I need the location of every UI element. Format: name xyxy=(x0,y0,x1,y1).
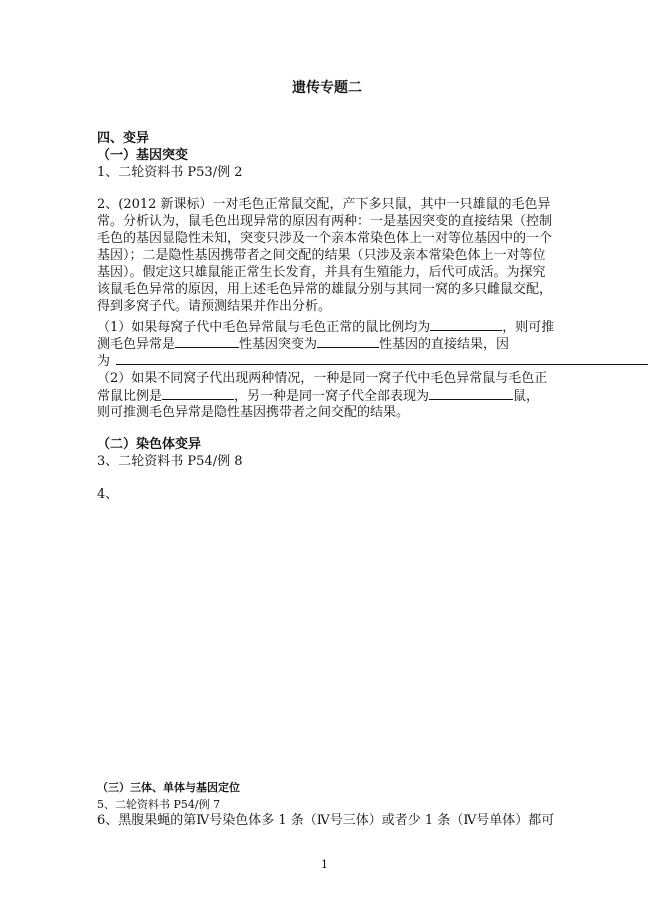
question-2-part-2-line-2 xyxy=(97,387,539,405)
question-2-line-6: 该鼠毛色异常的原因，用上述毛色异常的雄鼠分别与其同一窝的多只雌鼠交配， xyxy=(97,282,553,297)
question-2-line-7: 得到多窝子代。请预测结果并作出分析。 xyxy=(97,299,332,314)
part-1-text-b: ，则可推 xyxy=(502,320,555,335)
question-2-part-1-line-3 xyxy=(97,352,648,370)
answer-blank-gene-to[interactable] xyxy=(317,335,379,348)
question-2-line-1: 2、(2012 新课标）一对毛色正常鼠交配，产下多只鼠，其中一只雄鼠的毛色异 xyxy=(97,197,551,212)
question-5: 5、二轮资料书 P54/例 7 xyxy=(97,798,221,811)
part-1-text-d: 性基因突变为 xyxy=(239,337,318,352)
question-2-line-4: 基因）；二是隐性基因携带者之间交配的结果（只涉及亲本常染色体上一对等位 xyxy=(97,248,546,263)
subsection-gene-mutation: （一）基因突变 xyxy=(97,148,189,163)
question-6: 6、黑腹果蝇的第Ⅳ号染色体多 1 条（Ⅳ号三体）或者少 1 条（Ⅳ号单体）都可 xyxy=(97,813,555,828)
question-2-line-5: 基因）。假定这只雄鼠能正常生长发育，并具有生殖能力，后代可成活。为探究 xyxy=(97,265,546,280)
part-1-text-a: （1）如果每窝子代中毛色异常鼠与毛色正常的鼠比例均为 xyxy=(97,320,431,335)
question-2-part-2-line-1: （2）如果不同窝子代出现两种情况，一种是同一窝子代中毛色异常鼠与毛色正 xyxy=(97,371,548,386)
part-2-text-b: 常鼠比例是 xyxy=(97,389,163,404)
answer-blank-phenotype[interactable] xyxy=(429,387,513,400)
section-heading-variation: 四、变异 xyxy=(97,131,150,146)
subsection-chromosome-variation: （二）染色体变异 xyxy=(97,437,202,452)
answer-blank-reason[interactable] xyxy=(116,352,648,365)
answer-blank-ratio[interactable] xyxy=(430,318,502,331)
question-4: 4、 xyxy=(97,487,119,502)
part-1-text-f: 为 xyxy=(97,354,111,369)
page-number: 1 xyxy=(321,858,328,871)
question-2-part-1-line-2 xyxy=(97,335,509,353)
part-1-text-c: 测毛色异常是 xyxy=(97,337,176,352)
part-2-text-d: 鼠， xyxy=(513,389,540,404)
question-3: 3、二轮资料书 P54/例 8 xyxy=(97,454,243,469)
part-2-text-c: ，另一种是同一窝子代全部表现为 xyxy=(234,389,430,404)
part-1-text-e: 性基因的直接结果，因 xyxy=(379,337,510,352)
question-2-part-2-line-3: 则可推测毛色异常是隐性基因携带者之间交配的结果。 xyxy=(97,405,410,420)
answer-blank-ratio-2[interactable] xyxy=(162,387,234,400)
answer-blank-gene-from[interactable] xyxy=(175,335,239,348)
question-2-part-1-line-1 xyxy=(97,318,554,336)
question-1: 1、二轮资料书 P53/例 2 xyxy=(97,165,243,180)
subsection-trisomy-monosomy: （三）三体、单体与基因定位 xyxy=(97,781,240,794)
question-2-line-3: 毛色的基因显隐性未知，突变只涉及一个亲本常染色体上一对等位基因中的一个 xyxy=(97,231,553,246)
page-title: 遗传专题二 xyxy=(292,80,362,96)
question-2-line-2: 常。分析认为，鼠毛色出现异常的原因有两种：一是基因突变的直接结果（控制 xyxy=(97,214,553,229)
